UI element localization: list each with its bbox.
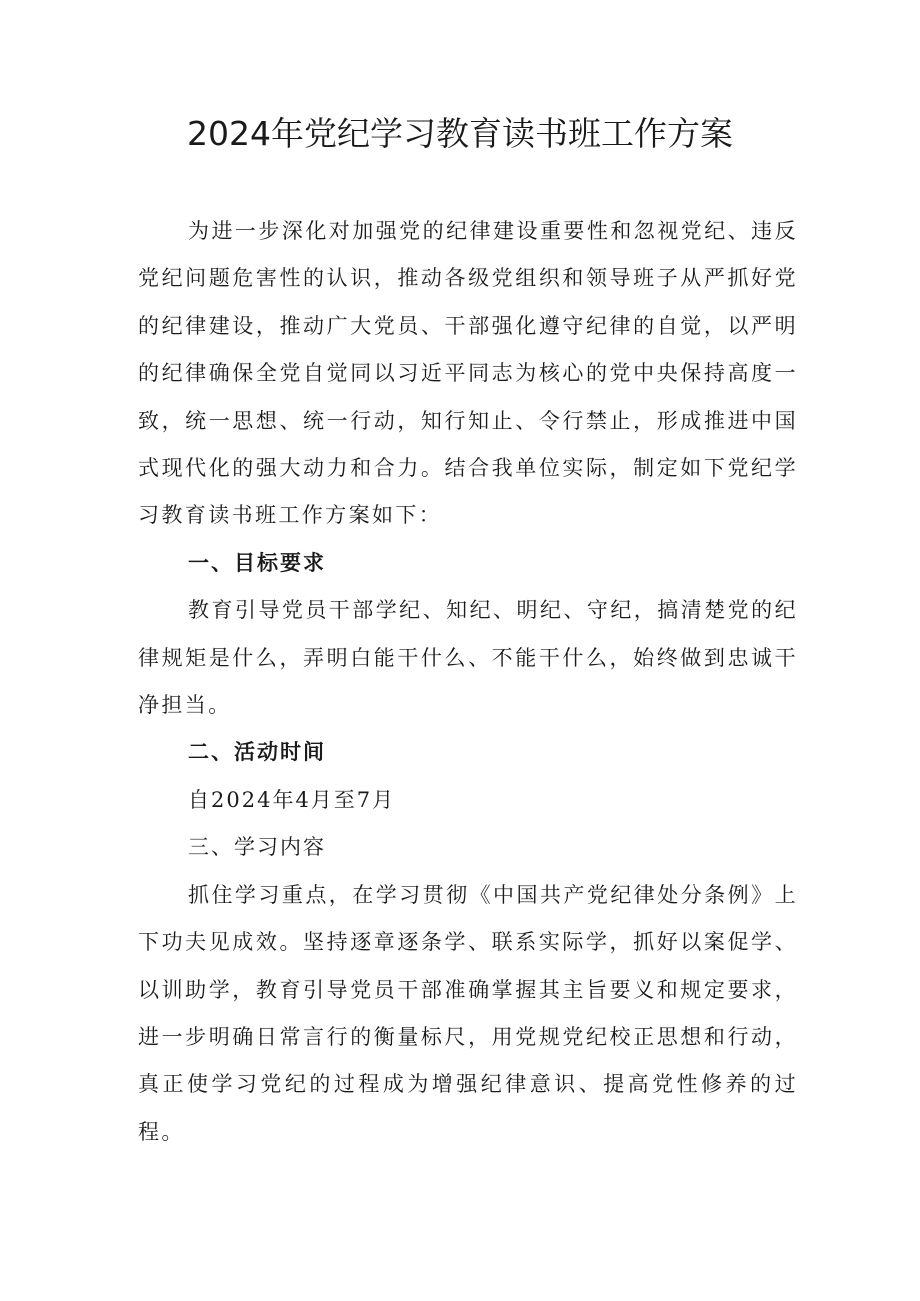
section-heading-time: 二、活动时间 <box>188 740 326 765</box>
section-heading-content: 三、学习内容 <box>188 835 326 860</box>
section-text-goals: 教育引导党员干部学纪、知纪、明纪、守纪，搞清楚党的纪律规矩是什么，弄明白能干什么、不能干什么，始终做到忠诚干净担当。 <box>138 598 798 718</box>
intro-paragraph: 为进一步深化对加强党的纪律建设重要性和忽视党纪、违反党纪问题危害性的认识，推动各级党组织和领导班子从严抓好党的纪律建设，推动广大党员、干部强化遵守纪律的自觉，以严明的纪律确保全党自觉同以习近平同志为核心的党中央保持高度一致，统一思想、统一行动，知行知止、令行禁止，形成推进中国式现代化的强大动力和合力。结合我单位实际，制定如下党纪学习教育读书班工作方案如下： <box>138 219 798 528</box>
document-title: 2024年党纪学习教育读书班工作方案 <box>187 114 733 153</box>
section-heading-goals: 一、目标要求 <box>188 550 326 575</box>
section-text-time: 自2024年4月至7月 <box>188 787 396 812</box>
section-text-content: 抓住学习重点，在学习贯彻《中国共产党纪律处分条例》上下功夫见成效。坚持逐章逐条学、联系实际学，抓好以案促学、以训助学，教育引导党员干部准确掌握其主旨要义和规定要求，进一步明确日常言行的衡量标尺，用党规党纪校正思想和行动，真正使学习党纪的过程成为增强纪律意识、提高党性修养的过程。 <box>138 882 798 1144</box>
document-body <box>138 208 798 1156</box>
